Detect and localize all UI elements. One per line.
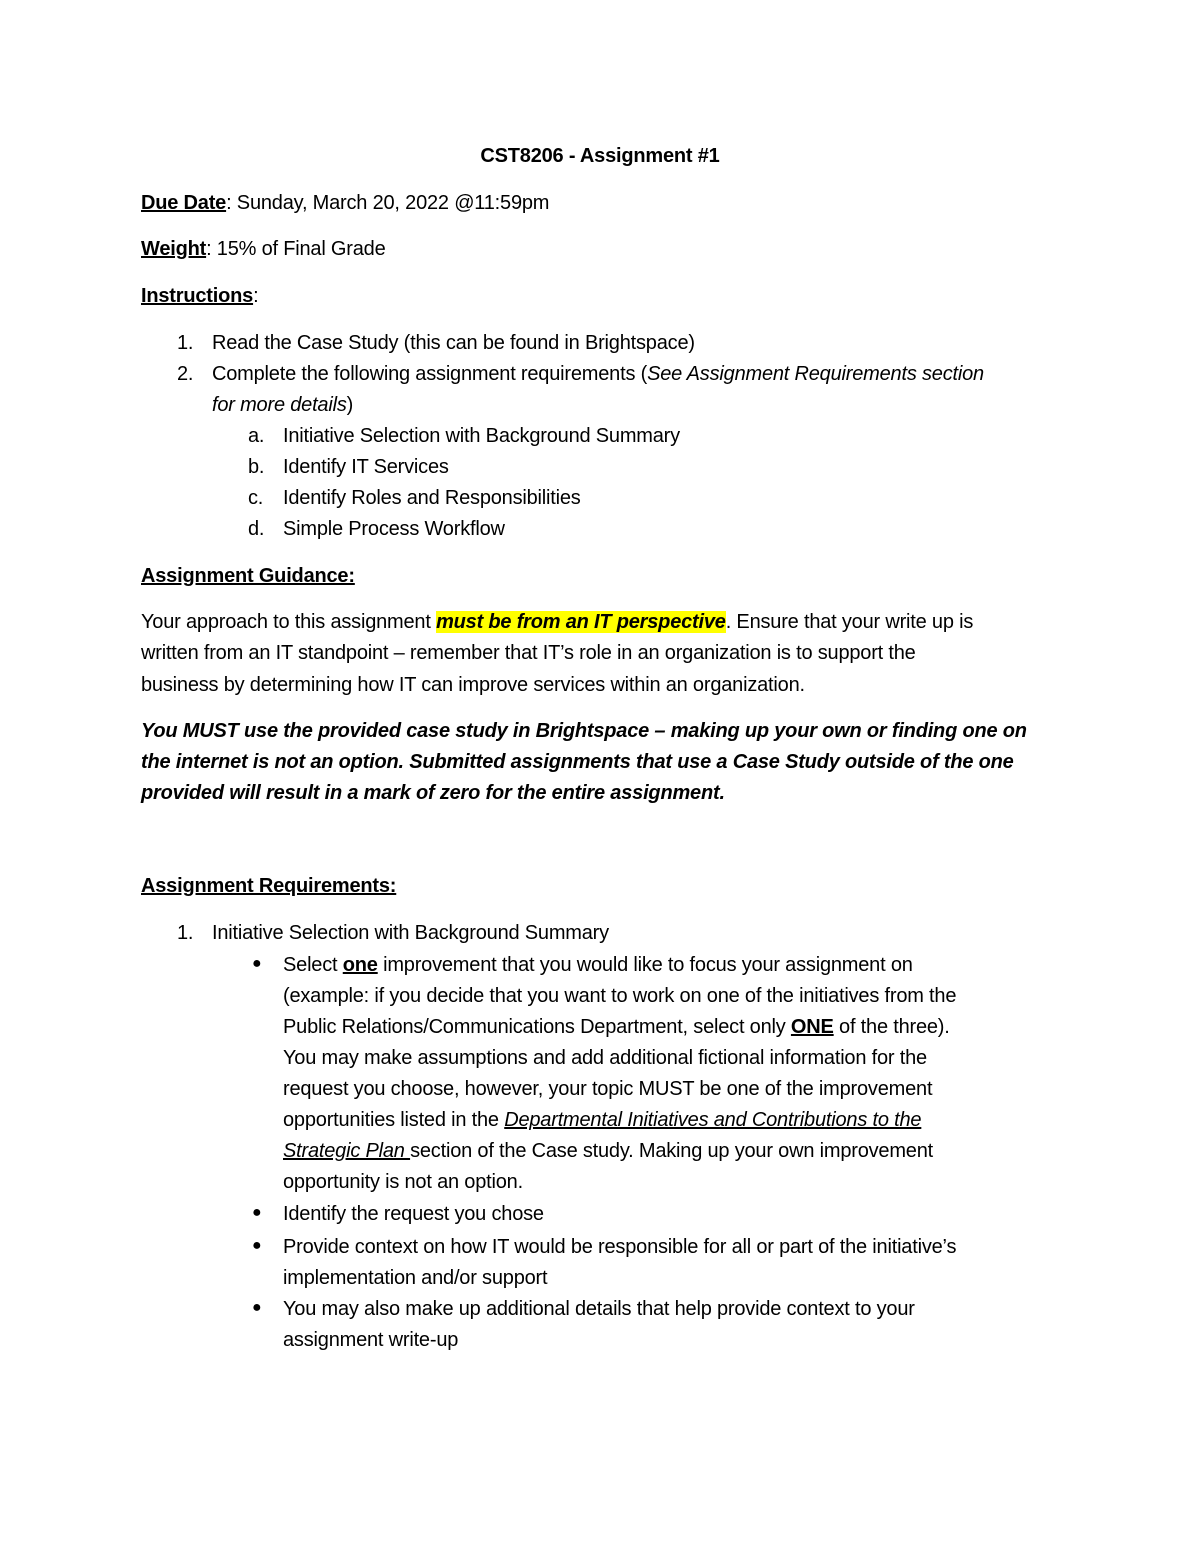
guidance-text: Your approach to this assignment xyxy=(141,611,437,633)
bullet-text: improvement that you would like to focus your assignment on xyxy=(377,954,913,976)
instruction-text-italic: for more details xyxy=(212,394,347,416)
list-marker: a. xyxy=(248,425,265,447)
instructions-heading xyxy=(141,283,258,309)
bullet-text: Public Relations/Communications Department, select only xyxy=(283,1016,791,1038)
bullet-icon: ● xyxy=(252,1204,262,1221)
section-reference: Strategic Plan xyxy=(283,1140,411,1162)
subitem-text: Initiative Selection with Background Summary xyxy=(283,425,680,447)
bullet-emphasis: one xyxy=(342,954,378,976)
weight-value: : 15% of Final Grade xyxy=(206,238,386,260)
due-date-value: : Sunday, March 20, 2022 @11:59pm xyxy=(226,192,550,214)
section-reference: Departmental Initiatives and Contributions to the xyxy=(504,1109,922,1131)
instructions-heading-text: Instructions xyxy=(141,285,254,307)
requirement-text: Initiative Selection with Background Summary xyxy=(212,922,609,944)
guidance-heading: Assignment Guidance: xyxy=(141,565,355,587)
bullet-1-line-5: request you choose, however, your topic MUST be one of the improvement xyxy=(283,1078,933,1100)
subitem-text: Identify Roles and Responsibilities xyxy=(283,487,581,509)
bullet-3-line-1: Provide context on how IT would be responsible for all or part of the initiative’s xyxy=(283,1236,957,1258)
guidance-paragraph-line-2: written from an IT standpoint – remember that IT’s role in an organization is to support the xyxy=(141,642,916,664)
bullet-1-line-1 xyxy=(283,952,913,978)
requirements-heading: Assignment Requirements: xyxy=(141,875,397,897)
weight-line xyxy=(141,236,386,262)
bullet-4-line-1: You may also make up additional details that help provide context to your xyxy=(283,1298,915,1320)
bullet-4-line-2: assignment write-up xyxy=(283,1329,459,1351)
bullet-1-line-3 xyxy=(283,1014,950,1040)
guidance-text: . Ensure that your write up is xyxy=(725,611,974,633)
instruction-text-part: Complete the following assignment requirements ( xyxy=(212,363,648,385)
guidance-paragraph-line-1 xyxy=(141,609,973,635)
subitem-text: Identify IT Services xyxy=(283,456,449,478)
bullet-1-line-6 xyxy=(283,1107,921,1133)
subitem-text: Simple Process Workflow xyxy=(283,518,505,540)
bullet-text: of the three). xyxy=(833,1016,950,1038)
list-marker: c. xyxy=(248,487,264,509)
list-marker: b. xyxy=(248,456,265,478)
bullet-text: opportunities listed in the xyxy=(283,1109,505,1131)
instruction-text-part: ) xyxy=(346,394,354,416)
document-title: CST8206 - Assignment #1 xyxy=(480,145,720,167)
instruction-item-2-cont xyxy=(212,392,353,418)
bullet-1-line-8: opportunity is not an option. xyxy=(283,1171,523,1193)
due-date-label: Due Date xyxy=(141,192,227,214)
list-marker: 1. xyxy=(177,332,194,354)
bullet-icon: ● xyxy=(252,1299,262,1316)
bullet-icon: ● xyxy=(252,955,262,972)
guidance-paragraph-line-3: business by determining how IT can improve services within an organization. xyxy=(141,674,805,696)
warning-line-1: You MUST use the provided case study in Brightspace – making up your own or finding one on xyxy=(141,720,1027,742)
instructions-heading-colon: : xyxy=(253,285,259,307)
instruction-text xyxy=(212,361,984,387)
bullet-2-line-1: Identify the request you chose xyxy=(283,1203,544,1225)
guidance-highlight: must be from an IT perspective xyxy=(436,611,726,633)
bullet-icon: ● xyxy=(252,1237,262,1254)
warning-line-3: provided will result in a mark of zero for the entire assignment. xyxy=(141,782,725,804)
bullet-text: Select xyxy=(283,954,343,976)
bullet-1-line-7 xyxy=(283,1138,933,1164)
list-marker: 1. xyxy=(177,922,194,944)
bullet-3-line-2: implementation and/or support xyxy=(283,1267,548,1289)
bullet-1-line-4: You may make assumptions and add additional fictional information for the xyxy=(283,1047,927,1069)
weight-label: Weight xyxy=(141,238,207,260)
list-marker: d. xyxy=(248,518,265,540)
due-date-line xyxy=(141,190,549,216)
bullet-1-line-2: (example: if you decide that you want to work on one of the initiatives from the xyxy=(283,985,957,1007)
bullet-text: section of the Case study. Making up your own improvement xyxy=(410,1140,934,1162)
instruction-text-italic: See Assignment Requirements section xyxy=(647,363,984,385)
warning-line-2: the internet is not an option. Submitted assignments that use a Case Study outside of the one xyxy=(141,751,1014,773)
instruction-text: Read the Case Study (this can be found in Brightspace) xyxy=(212,332,695,354)
list-marker: 2. xyxy=(177,363,194,385)
bullet-emphasis: ONE xyxy=(790,1016,834,1038)
